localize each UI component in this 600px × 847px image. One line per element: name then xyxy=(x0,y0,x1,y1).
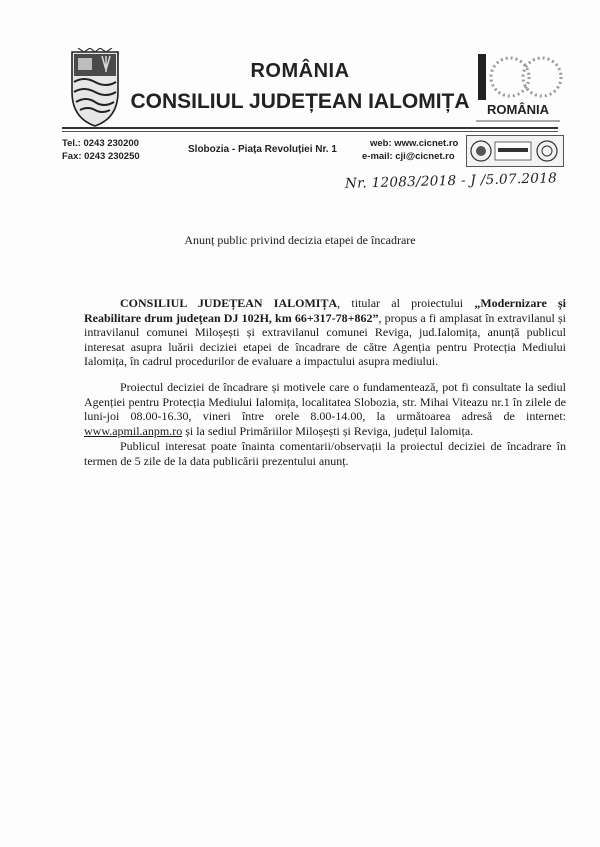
address: Slobozia - Piața Revoluției Nr. 1 xyxy=(188,144,337,155)
phone-number: Tel.: 0243 230200 xyxy=(62,138,139,149)
council-name: CONSILIUL JUDEȚEAN IALOMIȚA xyxy=(120,296,338,310)
certification-logos-icon xyxy=(466,135,564,167)
county-coat-of-arms-icon xyxy=(62,48,128,128)
council-title: CONSILIUL JUDEȚEAN IALOMIȚA xyxy=(130,90,470,113)
project-name: „Modernizare și Reabilitare drum județean DJ 102H, km 66+317-78+862” xyxy=(84,296,566,325)
fax-number: Fax: 0243 230250 xyxy=(62,151,140,162)
paragraph-1: CONSILIUL JUDEȚEAN IALOMIȚA, titular al proiectului „Modernizare și Reabilitare drum județean DJ 102H, km 66+317-78+862”, propus a fi amplasat în extravilanul și intravilanul comunei Miloșești și extravilanul comunei Reviga, jud.Ialomița, anunță publicul interesat asupra luării deciziei etapei de încadrare de către Agenția pentru Protecția Mediului Ialomița, în cadrul procedurilor de evaluare a impactului asupra mediului. xyxy=(84,296,566,369)
header-divider-thin xyxy=(62,131,558,132)
paragraph-3: Publicul interesat poate înainta comentarii/observații la proiectul deciziei de încadrare în termen de 5 zile de la data publicării prezentului anunț. xyxy=(84,439,566,468)
paragraph-2: Proiectul deciziei de încadrare și motivele care o fundamentează, pot fi consultate la sediul Agenției pentru Protecția Mediului Ialomița, localitatea Slobozia, str. Mihai Viteazu nr.1 în zilele de luni-joi 08.00-16.30, vineri între orele 8.00-14.00, la următoarea adresă de internet: www.apmil.anpm.ro și la sediul Primăriilor Miloșești și Reviga, județul Ialomița. xyxy=(84,380,566,438)
document-title: Anunț public privind decizia etapei de încadrare xyxy=(184,233,416,247)
website-link[interactable]: web: www.cicnet.ro xyxy=(370,138,459,149)
header-divider xyxy=(62,127,558,129)
apm-website-link[interactable]: www.apmil.anpm.ro xyxy=(84,423,183,438)
email-link[interactable]: e-mail: cji@cicnet.ro xyxy=(362,151,455,162)
romania-centenary-logo-icon xyxy=(470,50,566,130)
country-title: ROMÂNIA xyxy=(250,60,350,82)
registration-number: Nr. 12083/2018 - J /5.07.2018 xyxy=(344,170,558,192)
centenary-label: ROMÂNIA xyxy=(486,102,550,117)
